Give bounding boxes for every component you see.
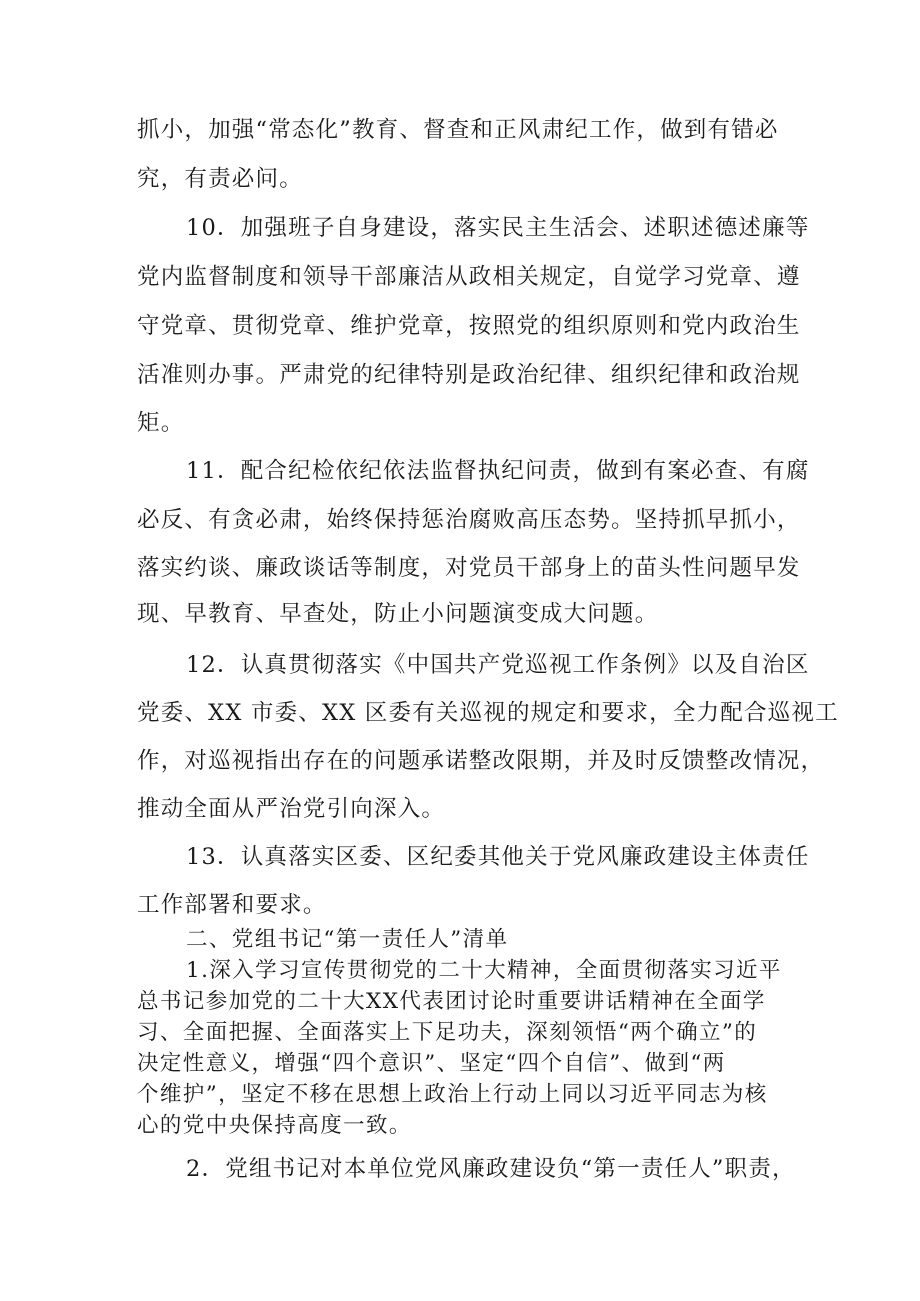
- paragraph-line: 推动全面从严治党引向深入。: [137, 796, 446, 822]
- paragraph-line: 11．配合纪检依纪依法监督执纪问责，做到有案必查、有腐: [186, 458, 810, 484]
- paragraph-line: 作，对巡视指出存在的问题承诺整改限期，并及时反馈整改情况，: [137, 748, 825, 774]
- paragraph-line: 习、全面把握、全面落实上下足功夫，深刻领悟“两个确立”的: [137, 1020, 758, 1045]
- paragraph-line: 党内监督制度和领导干部廉洁从政相关规定，自觉学习党章、遵: [137, 264, 801, 290]
- paragraph-line: 12．认真贯彻落实《中国共产党巡视工作条例》以及自治区: [186, 652, 810, 678]
- paragraph-line: 党委、XX 市委、XX 区委有关巡视的规定和要求，全力配合巡视工: [137, 700, 839, 726]
- paragraph-line: 1.深入学习宣传贯彻党的二十大精神，全面贯彻落实习近平: [186, 958, 782, 983]
- paragraph-line: 13．认真落实区委、区纪委其他关于党风廉政建设主体责任: [186, 844, 810, 870]
- paragraph-line: 活准则办事。严肃党的纪律特别是政治纪律、组织纪律和政治规: [137, 362, 801, 388]
- paragraph-line: 决定性意义，增强“四个意识”、坚定“四个自信”、做到“两: [137, 1051, 726, 1076]
- paragraph-line: 10．加强班子自身建设，落实民主生活会、述职述德述廉等: [186, 215, 810, 241]
- paragraph-line: 究，有责必问。: [137, 166, 303, 192]
- paragraph-line: 工作部署和要求。: [137, 892, 327, 918]
- paragraph-line: 矩。: [137, 410, 185, 436]
- paragraph-line: 必反、有贪必肃，始终保持惩治腐败高压态势。坚持抓早抓小，: [137, 507, 801, 533]
- paragraph-line: 守党章、贯彻党章、维护党章，按照党的组织原则和党内政治生: [137, 313, 801, 339]
- paragraph-line: 落实约谈、廉政谈话等制度，对党员干部身上的苗头性问题早发: [137, 555, 801, 581]
- paragraph-line: 总书记参加党的二十大XX代表团讨论时重要讲话精神在全面学: [137, 989, 766, 1014]
- paragraph-line: 抓小，加强“常态化”教育、督查和正风肃纪工作，做到有错必: [137, 117, 779, 143]
- paragraph-line: 现、早教育、早查处，防止小问题演变成大问题。: [137, 601, 659, 627]
- paragraph-line: 心的党中央保持高度一致。: [137, 1113, 412, 1138]
- paragraph-line: 个维护”，坚定不移在思想上政治上行动上同以习近平同志为核: [137, 1082, 768, 1107]
- section-heading: 二、党组书记“第一责任人”清单: [186, 927, 509, 952]
- paragraph-line: 2．党组书记对本单位党风廉政建设负“第一责任人”职责，: [186, 1156, 796, 1182]
